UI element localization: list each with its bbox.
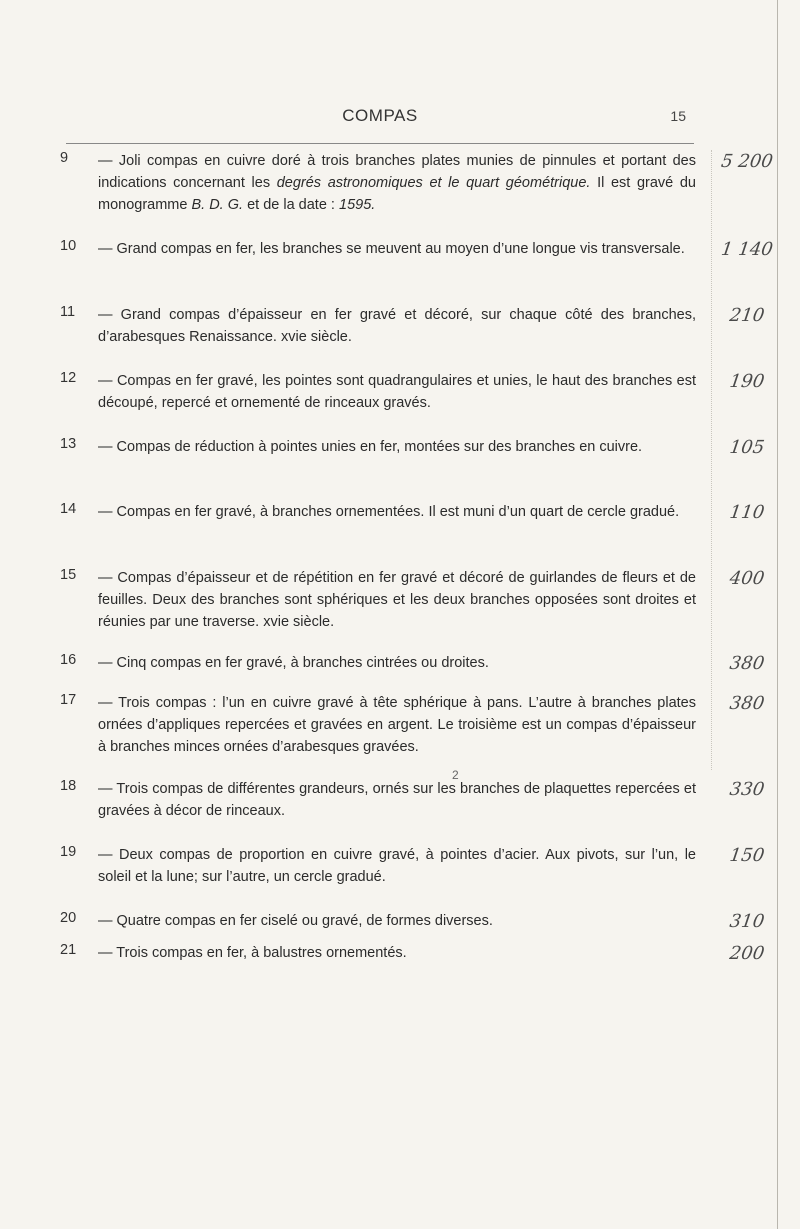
entry-number: 11 [60, 304, 76, 320]
entry-description: — Deux compas de proportion en cuivre gravé, à pointes d’acier. Aux pivots, sur l’un, le soleil et la lune; sur l’autre, un cercle gradué. [98, 847, 696, 885]
handwritten-price: 105 [728, 437, 766, 458]
entry-number: 21 [60, 942, 77, 958]
entry-number: 18 [60, 778, 77, 794]
handwritten-price: 150 [728, 845, 766, 866]
entry-number: 19 [60, 844, 77, 860]
entry-number: 14 [60, 501, 77, 517]
entry-number: 15 [60, 567, 77, 583]
entry-description: — Grand compas en fer, les branches se meuvent au moyen d’une longue vis transversale. [98, 241, 685, 257]
handwritten-price: 5 200 [719, 151, 775, 172]
entry-number: 20 [60, 910, 77, 926]
entry-description: — Joli compas en cuivre doré à trois branches plates munies de pinnules et portant des indications concernant les degrés astronomiques et le quart géométrique. Il est gravé du monogramme B. D. G. et de la date : 1595. [98, 153, 696, 213]
entry-number: 9 [60, 150, 69, 166]
entry-description: — Compas en fer gravé, les pointes sont quadrangulaires et unies, le haut des branches est découpé, repercé et ornementé de rinceaux gravés. [98, 373, 696, 411]
entry-description: — Trois compas de différentes grandeurs, ornés sur les branches de plaquettes repercées et gravées à décor de rinceaux. [98, 781, 696, 819]
entry-description: — Trois compas : l’un en cuivre gravé à tête sphérique à pans. L’autre à branches plates ornées d’appliques repercées et gravées en argent. Le troisième est un compas d’épaisseur à branches minces ornées d’arabesques gravées. [98, 695, 696, 755]
handwritten-price: 110 [728, 502, 766, 523]
margin-line [777, 0, 778, 1229]
entry-number: 13 [60, 436, 77, 452]
header-divider [66, 143, 694, 144]
entry-description: — Compas d’épaisseur et de répétition en fer gravé et décoré de guirlandes de fleurs et de feuilles. Deux des branches sont sphériques et les deux branches opposées sont droites et réunies par une traverse. xvie siècle. [98, 570, 696, 630]
handwritten-price: 400 [728, 568, 766, 589]
entry-number: 12 [60, 370, 77, 386]
entry-description: — Quatre compas en fer ciselé ou gravé, de formes diverses. [98, 913, 493, 929]
handwritten-price: 310 [728, 911, 766, 932]
page-number: 15 [670, 108, 686, 124]
entry-number: 17 [60, 692, 77, 708]
handwritten-price: 1 140 [719, 239, 775, 260]
price-column-divider [711, 150, 712, 770]
handwritten-price: 380 [728, 693, 766, 714]
handwritten-price: 330 [728, 779, 766, 800]
footnote-number: 2 [452, 768, 459, 782]
entry-number: 10 [60, 238, 77, 254]
entry-description: — Cinq compas en fer gravé, à branches cintrées ou droites. [98, 655, 489, 671]
handwritten-price: 200 [728, 943, 766, 964]
handwritten-price: 190 [728, 371, 766, 392]
entry-description: — Compas de réduction à pointes unies en fer, montées sur des branches en cuivre. [98, 439, 643, 455]
entry-number: 16 [60, 652, 77, 668]
handwritten-price: 210 [728, 305, 766, 326]
handwritten-price: 380 [728, 653, 766, 674]
entry-description: — Trois compas en fer, à balustres ornementés. [98, 945, 407, 961]
page-title: COMPAS [342, 106, 418, 125]
page-header [60, 106, 700, 136]
entry-description: — Grand compas d’épaisseur en fer gravé et décoré, sur chaque côté des branches, d’arabesques Renaissance. xvie siècle. [98, 307, 696, 345]
entry-description: — Compas en fer gravé, à branches ornementées. Il est muni d’un quart de cercle gradué. [98, 504, 680, 520]
